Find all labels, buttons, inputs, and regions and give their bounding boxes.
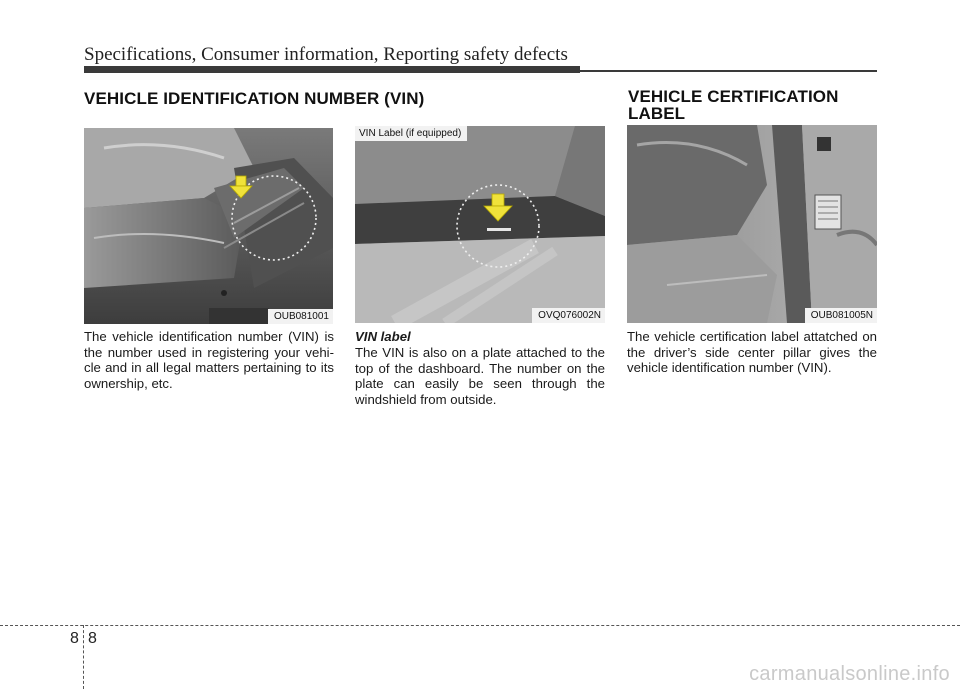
vin-label-caption: VIN Label (if equipped) xyxy=(355,126,467,141)
certification-section-heading xyxy=(628,88,839,122)
certification-description: The vehicle certification label attatched on the driver’s side center pillar gives the vehicle identification number (VIN). xyxy=(627,329,877,376)
figure-code: OUB081001 xyxy=(268,309,333,324)
vin-label-description: The VIN is also on a plate attached to the top of the dashboard. The number on the plate can easily be seen through the windshield from outside. xyxy=(355,345,605,407)
header-rule-thin xyxy=(580,70,877,72)
footer-divider xyxy=(83,625,84,689)
figure-seat-vin-location xyxy=(84,128,333,324)
figure-dashboard-vin-plate xyxy=(355,126,605,323)
page-number: 8 xyxy=(88,630,97,647)
vin-section-heading: VEHICLE IDENTIFICATION NUMBER (VIN) xyxy=(84,89,425,108)
figure-code: OVQ076002N xyxy=(532,308,605,323)
vin-description: The vehicle identification number (VIN) is the number used in registering your vehi-cle and in all legal matters pertaining to its ownership, etc. xyxy=(84,329,334,391)
vin-label-block xyxy=(355,329,605,407)
vin-label-subhead: VIN label xyxy=(355,329,411,344)
certification-heading-line1: VEHICLE CERTIFICATION xyxy=(628,87,839,106)
running-header: Specifications, Consumer information, Reporting safety defects xyxy=(84,44,568,65)
page-section-number: 8 xyxy=(70,630,79,647)
footer-rule xyxy=(0,625,960,626)
dashboard-illustration xyxy=(355,126,605,323)
figure-pillar-certification-label xyxy=(627,125,877,323)
seat-illustration xyxy=(84,128,333,324)
figure-code: OUB081005N xyxy=(805,308,877,323)
pillar-illustration xyxy=(627,125,877,323)
watermark: carmanualsonline.info xyxy=(749,663,950,685)
certification-heading-line2: LABEL xyxy=(628,104,686,123)
header-rule-thick xyxy=(84,66,580,73)
